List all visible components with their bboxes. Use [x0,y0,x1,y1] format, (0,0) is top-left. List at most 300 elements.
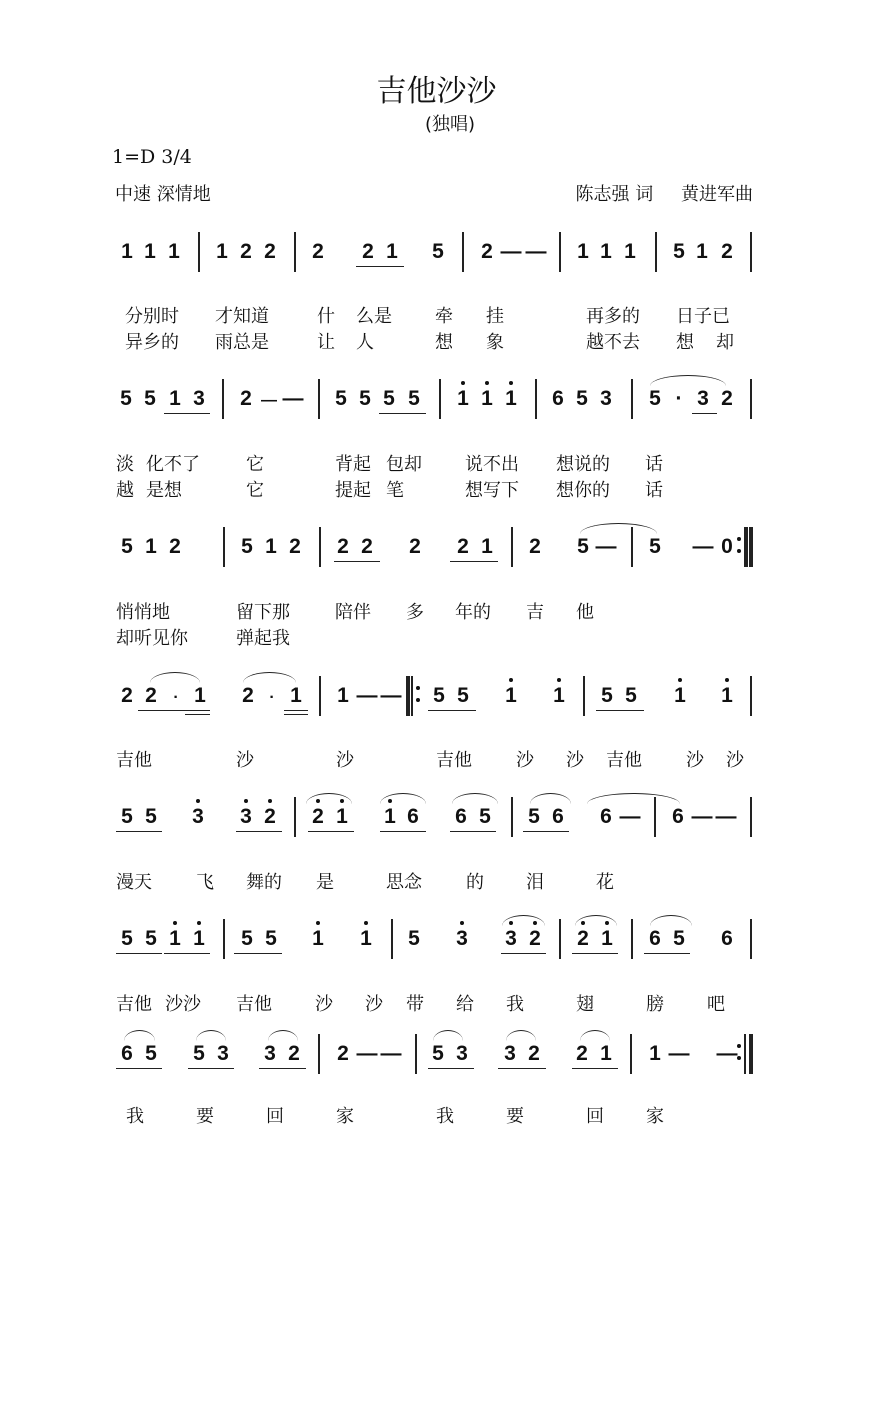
beam-underline [498,1068,546,1069]
note: 1 [169,387,181,410]
lyric-word: 雨总是 [215,332,269,353]
note: 2 [337,535,349,558]
lyric-word: 却 [716,332,734,353]
note: 6 [552,387,564,410]
note: 3 [240,805,252,828]
beam-underline [596,710,644,711]
repeat-dot [737,1056,741,1060]
note: 2 [240,387,252,410]
note: 2 [577,927,589,950]
note: 5 [673,240,685,263]
bar-line [750,919,752,959]
note: 2 [721,240,733,263]
bar-line [198,232,200,272]
note: 1 [505,387,517,410]
note: 5 [528,805,540,828]
note: 3 [697,387,709,410]
note: 1 [600,1042,612,1065]
lyric-word: 沙 [726,750,744,771]
note: — [356,684,378,707]
octave-dot [340,799,344,803]
lyric-word: 带 [406,994,424,1015]
lyric-word: 吉他 [236,994,272,1015]
beam-underline [523,831,569,832]
note: 5 [408,387,420,410]
beam-underline [428,1068,474,1069]
octave-dot [197,921,201,925]
octave-dot [725,678,729,682]
beam-underline [164,413,210,414]
composer: 黄进军曲 [681,184,753,205]
bar-line [655,232,657,272]
beam-underline [308,831,354,832]
octave-dot [461,381,465,385]
bar-line [319,527,321,567]
lyric-word: 思念 [386,872,422,893]
beam-underline [164,953,210,954]
note: 6 [721,927,733,950]
bar-line [744,1034,746,1074]
lyric-word: 话 [645,454,663,475]
lyric-word: 年的 [455,602,491,623]
bar-line [294,797,296,837]
beam-underline [234,953,282,954]
lyric-word: 想说的 [556,454,610,475]
lyric-word: 想 [435,332,453,353]
lyric-word: 它 [246,454,264,475]
octave-dot [460,921,464,925]
lyric-word: 才知道 [215,306,269,327]
lyric-word: 异乡的 [125,332,179,353]
lyric-word: 吉他 [116,994,152,1015]
tie-slur [580,523,657,534]
note: 6 [649,927,661,950]
bar-line [222,379,224,419]
note: 1 [624,240,636,263]
beam-underline [692,413,717,414]
note: 2 [264,240,276,263]
octave-dot [244,799,248,803]
note: 5 [120,387,132,410]
tie-slur [506,1030,536,1041]
lyric-word: 牵 [435,306,453,327]
note: 1 [384,805,396,828]
note: — [668,1042,690,1065]
lyric-line [0,746,873,771]
music-system [0,385,873,445]
repeat-dot [737,537,741,541]
note: — [691,805,713,828]
lyric-word: 家 [646,1106,664,1127]
bar-line [583,676,585,716]
octave-dot [173,921,177,925]
note: 1 [481,387,493,410]
note: 5 [241,927,253,950]
beam-underline [356,266,404,267]
octave-dot [196,799,200,803]
note: 5 [193,1042,205,1065]
bar-line [319,676,321,716]
repeat-dot [416,686,420,690]
lyric-word: 漫天 [116,872,152,893]
music-system [0,925,873,985]
note: 2 [289,535,301,558]
lyric-word: 吉他 [606,750,642,771]
note: 5 [144,387,156,410]
lyric-line [0,302,873,327]
lyric-word: 舞的 [246,872,282,893]
lyric-word: 再多的 [586,306,640,327]
note: 6 [600,805,612,828]
lyric-word: 花 [596,872,614,893]
note: — [500,240,522,263]
octave-dot [678,678,682,682]
lyric-word: 么是 [356,306,392,327]
lyric-word: 背起 [335,454,371,475]
lyric-word: 要 [196,1106,214,1127]
repeat-dot [737,1044,741,1048]
tie-slur [196,1030,226,1041]
note: 2 [361,535,373,558]
note: 1 [145,535,157,558]
note: 6 [455,805,467,828]
bar-line [750,232,752,272]
bar-line [750,797,752,837]
beam-underline [450,561,498,562]
lyric-word: 吉他 [436,750,472,771]
note: 5 [335,387,347,410]
note: 2 [457,535,469,558]
bar-line [750,676,752,716]
tempo-marking: 中速 深情地 [115,184,211,205]
lyric-word: 越不去 [586,332,640,353]
lyric-line [0,450,873,475]
note: 1 [193,927,205,950]
note: 2 [145,684,157,707]
note: 2 [481,240,493,263]
note: 1 [600,240,612,263]
tie-slur [502,915,545,926]
bar-line [630,1034,632,1074]
bar-line [462,232,464,272]
lyric-word: 沙 [686,750,704,771]
note: 5 [457,684,469,707]
note: 6 [672,805,684,828]
lyric-line [0,328,873,353]
lyric-word: 想你的 [556,480,610,501]
octave-dot [533,921,537,925]
note: 3 [505,927,517,950]
lyric-word: 我 [436,1106,454,1127]
note: 5 [576,387,588,410]
key-time-signature: 1=D 3/4 [112,146,192,168]
note: 1 [674,684,686,707]
note: 0 [721,535,733,558]
note: 3 [600,387,612,410]
octave-dot [509,678,513,682]
note: 5 [433,684,445,707]
tie-slur [124,1030,155,1041]
note: 1 [121,240,133,263]
note: 3 [192,805,204,828]
note: 2 [529,927,541,950]
note: 5 [359,387,371,410]
song-title: 吉他沙沙 [376,74,497,109]
note: 5 [479,805,491,828]
beam-underline [116,953,162,954]
note: 3 [217,1042,229,1065]
lyric-word: 分别时 [125,306,179,327]
note: 5 [383,387,395,410]
lyric-word: 回 [266,1106,284,1127]
lyric-word: 越 [116,480,134,501]
note: 5 [673,927,685,950]
note: 5 [145,927,157,950]
note: 5 [241,535,253,558]
note: 1 [577,240,589,263]
note: 1 [360,927,372,950]
bar-line [318,379,320,419]
note: 2 [240,240,252,263]
tie-slur [452,793,498,804]
lyric-word: 留下那 [236,602,290,623]
beam-underline [185,714,210,715]
lyric-word: 悄悄地 [116,602,170,623]
note: 1 [457,387,469,410]
note: 5 [625,684,637,707]
lyric-word: 淡 [116,454,134,475]
note: 5 [121,535,133,558]
music-system [0,238,873,298]
beam-underline [116,1068,162,1069]
music-system [0,803,873,863]
beam-underline [259,1068,306,1069]
bar-line [318,1034,320,1074]
octave-dot [605,921,609,925]
music-system [0,533,873,593]
note: — [380,1042,402,1065]
note: 5 [649,535,661,558]
note: 1 [144,240,156,263]
note: 1 [194,684,206,707]
tie-slur [580,1030,610,1041]
note: 1 [601,927,613,950]
octave-dot [581,921,585,925]
note: 2 [409,535,421,558]
note: 6 [121,1042,133,1065]
note: 6 [552,805,564,828]
bar-line [415,1034,417,1074]
note: 1 [721,684,733,707]
note: 3 [504,1042,516,1065]
lyric-word: 沙 [315,994,333,1015]
octave-dot [388,799,392,803]
lyric-word: 日子已 [676,306,730,327]
bar-line [223,527,225,567]
note: — [261,392,277,409]
note: 5 [145,1042,157,1065]
lyric-word: 弹起我 [236,628,290,649]
lyric-word: 想 [676,332,694,353]
lyric-word: 家 [336,1106,354,1127]
lyric-word: 陪伴 [335,602,371,623]
tie-slur [530,793,571,804]
lyric-word: 挂 [486,306,504,327]
bar-line [749,527,753,567]
note: 1 [505,684,517,707]
lyric-word: 让 [317,332,335,353]
lyric-word: 吉 [526,602,544,623]
lyric-word: 吧 [707,994,725,1015]
note: — [715,805,737,828]
lyric-word: 翅 [576,994,594,1015]
lyric-word: 膀 [646,994,664,1015]
note: 1 [649,1042,661,1065]
note: 2 [528,1042,540,1065]
note: 2 [264,805,276,828]
lyric-word: 笔 [386,480,404,501]
lyric-word: 我 [506,994,524,1015]
bar-line [411,676,413,716]
note: 2 [121,684,133,707]
note: 5 [265,927,277,950]
octave-dot [509,381,513,385]
lyric-word: 要 [506,1106,524,1127]
credits [554,180,753,206]
note: 5 [432,240,444,263]
note: — [356,1042,378,1065]
note: 5 [121,927,133,950]
beam-underline [572,1068,618,1069]
beam-underline [284,714,308,715]
octave-dot [268,799,272,803]
note: — [525,240,547,263]
beam-underline [138,710,210,711]
note: 6 [407,805,419,828]
lyric-word: 沙 [336,750,354,771]
note: 5 [577,535,589,558]
tie-slur [380,793,426,804]
octave-dot [557,678,561,682]
lyric-word: 它 [246,480,264,501]
bar-line [511,527,513,567]
lyric-word: 象 [486,332,504,353]
note: 2 [529,535,541,558]
lyric-word: 我 [126,1106,144,1127]
octave-dot [485,381,489,385]
bar-line [631,379,633,419]
note: 3 [456,1042,468,1065]
bar-line [406,676,410,716]
bar-line [749,1034,753,1074]
lyric-line [0,598,873,623]
note: 1 [169,927,181,950]
lyric-word: 沙 [566,750,584,771]
song-subtitle: (独唱) [424,114,476,135]
lyric-word: 回 [586,1106,604,1127]
note: 5 [121,805,133,828]
lyric-word: 化不了 [146,454,200,475]
lyric-word: 沙 [516,750,534,771]
tie-slur [433,1030,463,1041]
tie-slur [650,915,692,926]
bar-line [294,232,296,272]
lyric-word: 是想 [146,480,182,501]
beam-underline [501,953,546,954]
lyric-word: 说不出 [465,454,519,475]
note: 3 [456,927,468,950]
lyricist: 陈志强 词 [575,184,654,205]
music-system [0,682,873,742]
tie-slur [243,672,296,683]
note: 1 [290,684,302,707]
bar-line [391,919,393,959]
beam-underline [380,831,426,832]
lyric-word: 给 [456,994,474,1015]
note: 3 [193,387,205,410]
beam-underline [236,831,282,832]
beam-underline [116,831,162,832]
note: 2 [576,1042,588,1065]
note: 3 [264,1042,276,1065]
tie-slur [587,793,680,804]
beam-underline [379,413,426,414]
octave-dot [316,921,320,925]
lyric-word: 人 [356,332,374,353]
lyric-word: 沙 [236,750,254,771]
note: 1 [312,927,324,950]
lyric-word: 他 [576,602,594,623]
lyric-word: 想写下 [465,480,519,501]
lyric-line [0,476,873,501]
octave-dot [364,921,368,925]
note: — [595,535,617,558]
lyric-line [0,868,873,893]
lyric-line [0,990,873,1015]
beam-underline [572,953,618,954]
lyric-word: 泪 [526,872,544,893]
lyric-word: 什 [317,306,335,327]
lyric-word: 多 [406,602,424,623]
repeat-dot [416,698,420,702]
note: 1 [696,240,708,263]
lyric-word: 提起 [335,480,371,501]
note: 5 [145,805,157,828]
note: 2 [288,1042,300,1065]
note: 5 [601,684,613,707]
beam-underline [188,1068,234,1069]
beam-underline [644,953,690,954]
bar-line [631,919,633,959]
note: 1 [386,240,398,263]
note: 2 [362,240,374,263]
bar-line [439,379,441,419]
lyric-word: 沙沙 [165,994,201,1015]
note: 1 [481,535,493,558]
note: — [380,684,402,707]
lyric-word: 话 [645,480,663,501]
repeat-dot [737,549,741,553]
note: 1 [265,535,277,558]
note: 1 [216,240,228,263]
bar-line [511,797,513,837]
beam-underline [450,831,496,832]
note: — [619,805,641,828]
music-system [0,1040,873,1100]
lyric-word: 飞 [196,872,214,893]
note: 5 [432,1042,444,1065]
octave-dot [316,799,320,803]
